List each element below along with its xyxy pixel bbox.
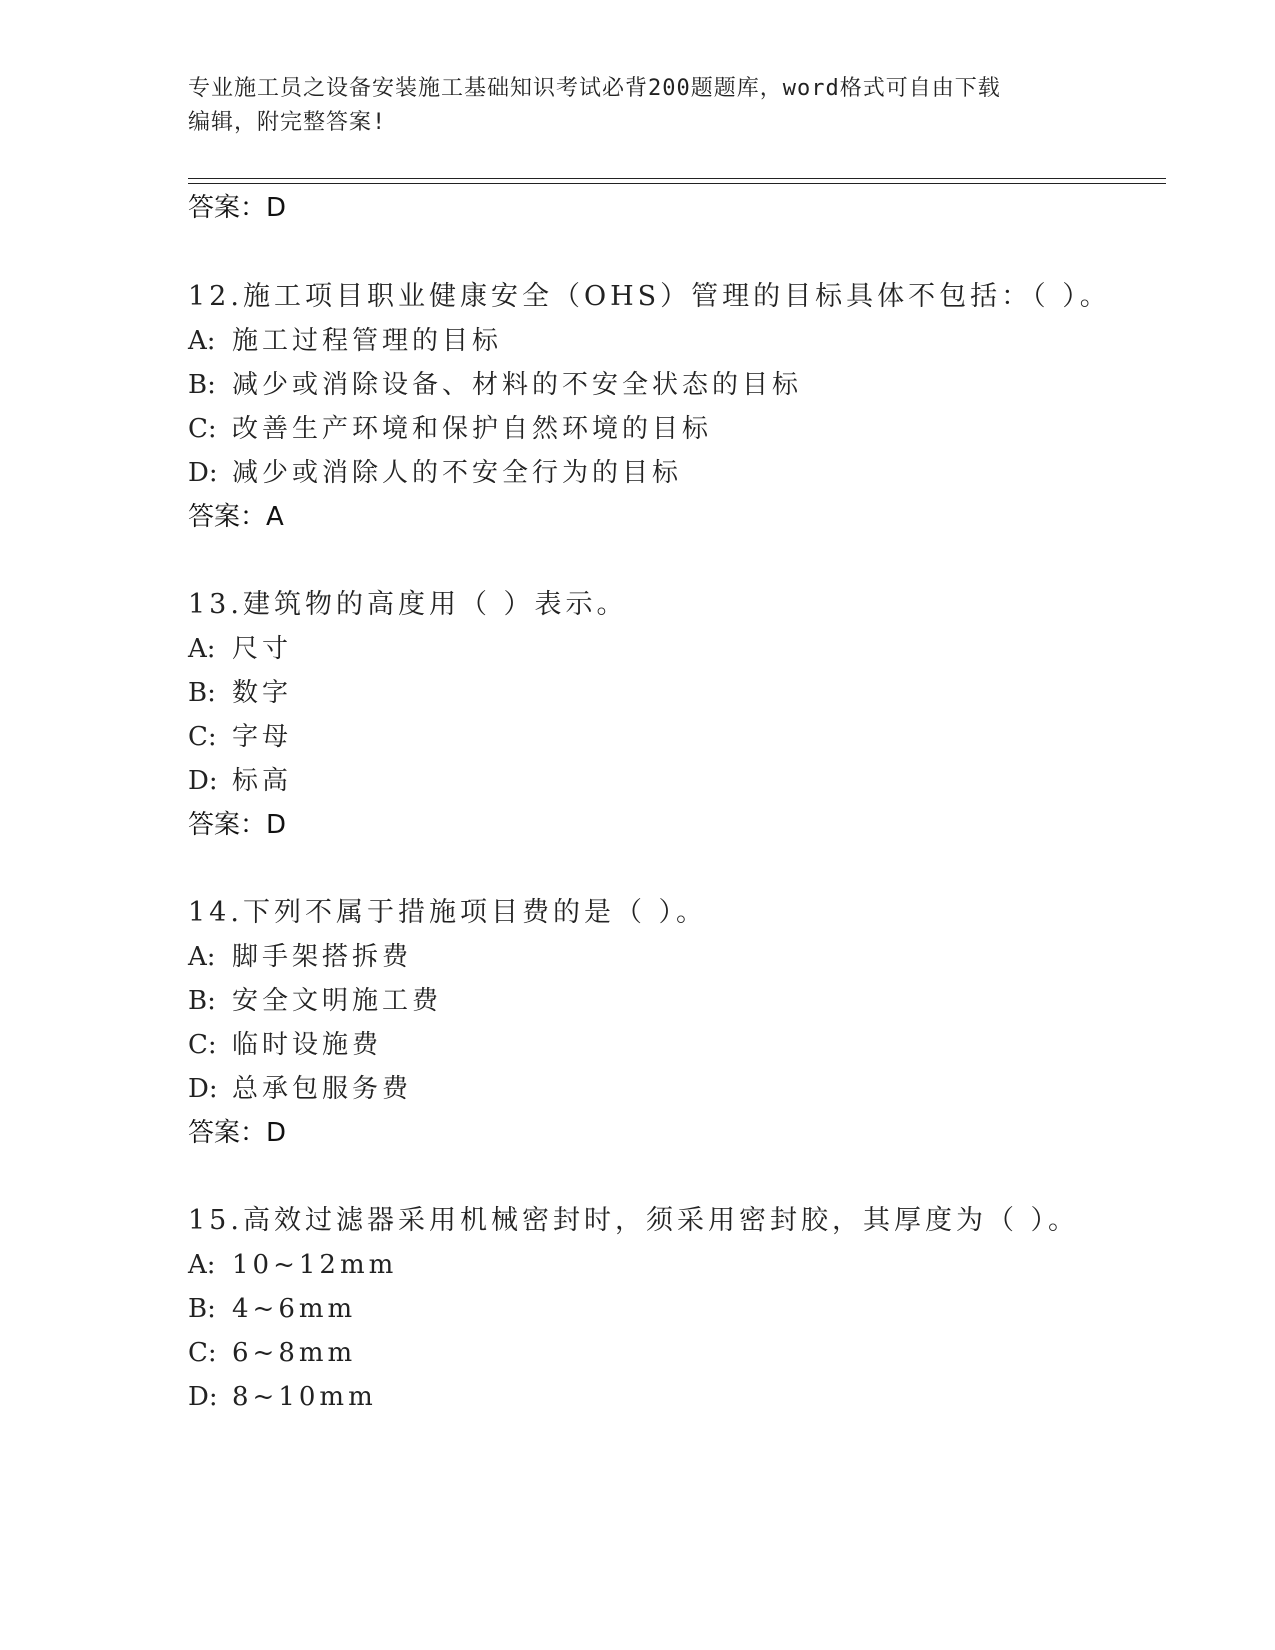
question-13-stem: 13.建筑物的高度用（ ）表示。 bbox=[188, 589, 628, 620]
option-key: A: bbox=[188, 1250, 216, 1280]
option-text: 字母 bbox=[232, 722, 293, 752]
header-rule-bottom bbox=[188, 183, 1166, 184]
question-14-option-d bbox=[188, 1072, 412, 1106]
header-line-2: 编辑，附完整答案! bbox=[188, 110, 387, 135]
question-13-option-a bbox=[188, 632, 292, 666]
question-15-option-d bbox=[188, 1380, 377, 1414]
option-key: C: bbox=[188, 414, 217, 444]
option-key: B: bbox=[188, 370, 216, 400]
answer-previous: 答案：D bbox=[188, 193, 287, 223]
header-rule-top bbox=[188, 178, 1166, 179]
option-text: 10~12mm bbox=[232, 1250, 398, 1280]
option-key: D: bbox=[188, 1382, 218, 1412]
option-text: 脚手架搭拆费 bbox=[232, 942, 413, 972]
question-15-option-a bbox=[188, 1248, 397, 1282]
question-13-option-b bbox=[188, 676, 292, 710]
question-14-option-a bbox=[188, 940, 412, 974]
option-text: 减少或消除人的不安全行为的目标 bbox=[232, 458, 683, 488]
question-14-answer: 答案：D bbox=[188, 1118, 287, 1148]
question-15-option-b bbox=[188, 1292, 356, 1326]
option-key: A: bbox=[188, 326, 216, 356]
option-text: 减少或消除设备、材料的不安全状态的目标 bbox=[232, 370, 803, 400]
option-key: D: bbox=[188, 458, 218, 488]
question-13-answer: 答案：D bbox=[188, 810, 287, 840]
option-key: B: bbox=[188, 1294, 216, 1324]
option-text: 4~6mm bbox=[232, 1294, 357, 1324]
question-13-option-d bbox=[188, 764, 292, 798]
option-text: 总承包服务费 bbox=[232, 1074, 413, 1104]
question-12-answer: 答案：A bbox=[188, 502, 284, 532]
option-text: 6~8mm bbox=[232, 1338, 357, 1368]
question-12-option-b bbox=[188, 368, 802, 402]
question-12-option-d bbox=[188, 456, 682, 490]
option-text: 改善生产环境和保护自然环境的目标 bbox=[232, 414, 713, 444]
question-13-option-c bbox=[188, 720, 292, 754]
question-14-stem: 14.下列不属于措施项目费的是（ ）。 bbox=[188, 897, 708, 928]
option-key: D: bbox=[188, 1074, 218, 1104]
question-14-option-c bbox=[188, 1028, 382, 1062]
option-text: 尺寸 bbox=[232, 634, 293, 664]
document-header bbox=[188, 72, 1088, 140]
option-text: 施工过程管理的目标 bbox=[232, 326, 503, 356]
option-text: 标高 bbox=[232, 766, 293, 796]
option-key: D: bbox=[188, 766, 218, 796]
question-15-stem: 15.高效过滤器采用机械密封时，须采用密封胶，其厚度为（ ）。 bbox=[188, 1205, 1080, 1236]
question-12-option-a bbox=[188, 324, 502, 358]
option-text: 8~10mm bbox=[232, 1382, 377, 1412]
header-line-1: 专业施工员之设备安装施工基础知识考试必背200题题库，word格式可自由下载 bbox=[188, 76, 1001, 101]
option-text: 数字 bbox=[232, 678, 293, 708]
option-key: B: bbox=[188, 678, 216, 708]
option-text: 临时设施费 bbox=[232, 1030, 383, 1060]
question-14-option-b bbox=[188, 984, 442, 1018]
question-12-stem: 12.施工项目职业健康安全（OHS）管理的目标具体不包括：（ ）。 bbox=[188, 281, 1111, 312]
option-key: C: bbox=[188, 722, 217, 752]
option-key: A: bbox=[188, 942, 216, 972]
option-key: B: bbox=[188, 986, 216, 1016]
option-key: C: bbox=[188, 1338, 217, 1368]
option-text: 安全文明施工费 bbox=[232, 986, 443, 1016]
option-key: A: bbox=[188, 634, 216, 664]
question-15-option-c bbox=[188, 1336, 356, 1370]
question-12-option-c bbox=[188, 412, 712, 446]
option-key: C: bbox=[188, 1030, 217, 1060]
